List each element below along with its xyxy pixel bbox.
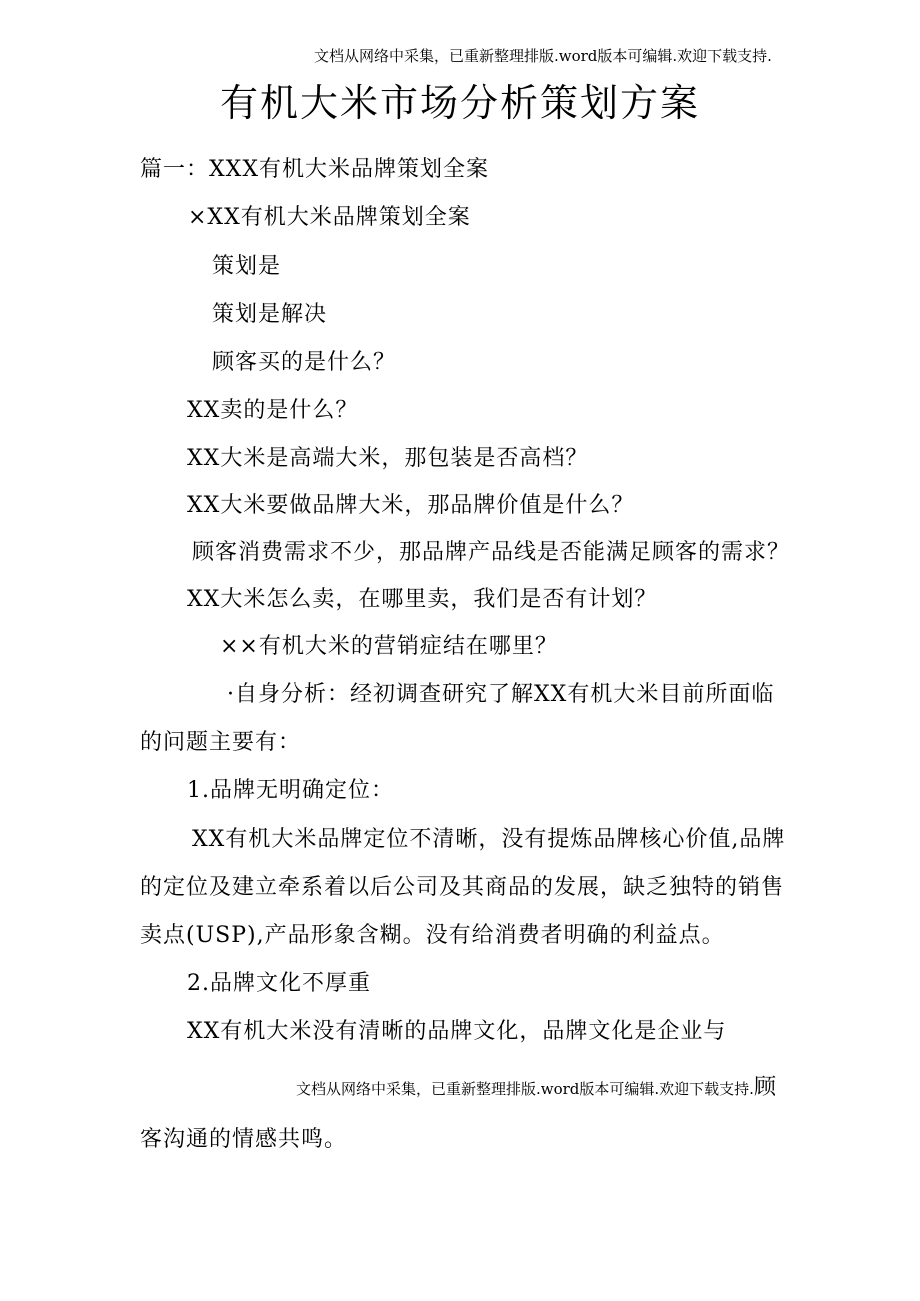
paragraph-line: XX有机大米没有清晰的品牌文化，品牌文化是企业与	[187, 1019, 727, 1044]
paragraph-line: ·自身分析：经初调查研究了解XX有机大米目前所面临	[227, 682, 775, 707]
paragraph-line: ××有机大米的营销症结在哪里？	[220, 634, 558, 659]
continuation-line: 客沟通的情感共鸣。	[140, 1127, 348, 1152]
paragraph-line: XX大米是高端大米，那包装是否高档？	[187, 446, 589, 471]
footer-note	[296, 1077, 776, 1100]
footer-tail-text: 顾	[753, 1075, 776, 1100]
paragraph-line: 的问题主要有：	[140, 730, 302, 755]
paragraph-line: 的定位及建立牵系着以后公司及其商品的发展，缺乏独特的销售	[140, 875, 785, 900]
paragraph-line: 顾客买的是什么？	[212, 350, 397, 375]
section-heading: 篇一：XXX有机大米品牌策划全案	[140, 157, 489, 182]
numbered-heading: 1.品牌无明确定位：	[187, 778, 394, 803]
paragraph-line: XX大米怎么卖，在哪里卖，我们是否有计划？	[187, 587, 658, 612]
page-title: 有机大米市场分析策划方案	[219, 81, 700, 125]
footer-note-text: 文档从网络中采集，已重新整理排版.word版本可编辑.欢迎下载支持.	[296, 1080, 754, 1098]
paragraph-line: 卖点(USP),产品形象含糊。没有给消费者明确的利益点。	[140, 923, 725, 948]
paragraph-line: 顾客消费需求不少，那品牌产品线是否能满足顾客的需求？	[192, 540, 791, 565]
paragraph-line: XX有机大米品牌定位不清晰，没有提炼品牌核心价值,品牌	[192, 827, 786, 852]
paragraph-line: 策划是	[212, 254, 282, 279]
numbered-heading: 2.品牌文化不厚重	[187, 971, 371, 996]
header-note: 文档从网络中采集，已重新整理排版.word版本可编辑.欢迎下载支持.	[314, 47, 772, 65]
paragraph-line: XX大米要做品牌大米，那品牌价值是什么？	[187, 493, 635, 518]
paragraph-line: ×XX有机大米品牌策划全案	[188, 205, 471, 230]
paragraph-line: 策划是解决	[212, 302, 328, 327]
paragraph-line: XX卖的是什么？	[187, 398, 359, 423]
